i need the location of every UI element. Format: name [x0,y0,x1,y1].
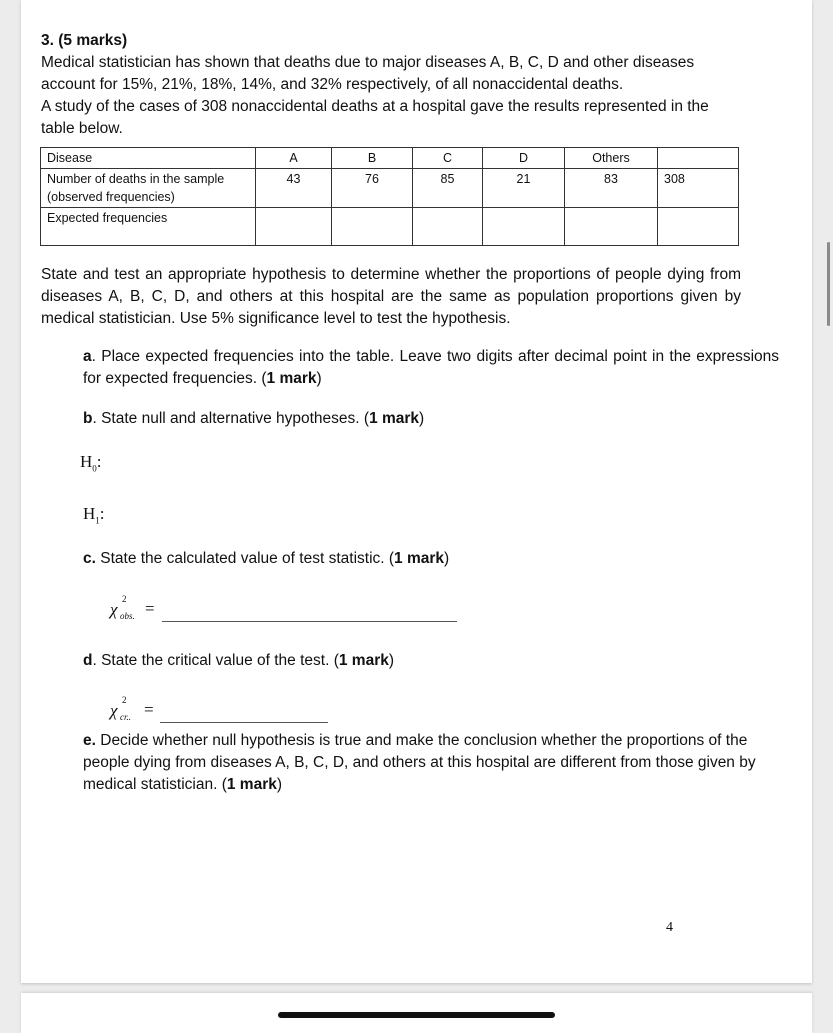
part-a-text: . Place expected frequencies into the table. [91,348,395,365]
equals-sign: = [144,700,154,719]
part-e-mark: 1 mark [226,776,277,793]
table-cell-observed: 21 [483,169,565,208]
intro-paragraph-2: A study of the cases of 308 nonaccidental deaths at a hospital gave the results represented in the table below. [41,98,709,137]
intro-paragraph-1: Medical statistician has shown that deaths due to major diseases A, B, C, D and other diseases account for 15%, 21%, 18%, 14%, and 32% respectively, of all nonaccidental deaths. [41,54,695,93]
table-cell-observed: 43 [256,169,332,208]
chi-square-critical [110,695,131,722]
part-c-close: ) [444,550,450,567]
part-b-close: ) [419,410,425,427]
table-cell-category: Others [565,148,658,169]
question-intro [41,30,741,140]
part-b-text: . State null and alternative hypotheses. ( [92,410,370,427]
table-cell-category: D [483,148,565,169]
table-row-observed [41,169,739,208]
table-cell-observed: 83 [565,169,658,208]
part-d-letter: d [83,652,93,669]
page-number: 4 [666,920,673,935]
chi-square-observed [110,594,135,621]
question-title: 3. (5 marks) [41,32,128,49]
part-a-mark: 1 mark [266,370,317,387]
observed-value-blank[interactable] [162,621,457,622]
part-a-letter: a [83,348,92,365]
part-d [83,650,783,672]
null-hypothesis-label [80,452,102,473]
table-label-expected: Expected frequencies [41,208,256,246]
critical-value-blank[interactable] [160,722,328,723]
h1-letter: H [83,504,96,523]
table-cell-expected[interactable] [483,208,565,246]
scrollbar[interactable] [827,242,830,326]
table-cell-expected[interactable] [256,208,332,246]
table-cell-total: 308 [658,169,739,208]
alternative-hypothesis-label [83,504,105,525]
chi-superscript: 2 [122,594,127,604]
table-cell-observed: 85 [413,169,483,208]
part-c [83,548,783,570]
part-c-letter: c. [83,550,96,567]
table-cell-expected[interactable] [565,208,658,246]
part-e-close: ) [276,776,283,793]
frequency-table [40,147,739,246]
chi-superscript: 2 [122,695,127,705]
table-cell-expected[interactable] [658,208,739,246]
table-cell-expected[interactable] [413,208,483,246]
h0-letter: H [80,452,93,471]
part-a-text2: Leave two digits after decimal point in the expressions for expected frequencies. ( [83,348,779,387]
h0-subscript: 0 [92,463,97,474]
table-row-expected [41,208,739,246]
part-b-mark: 1 mark [369,410,420,427]
part-d-close: ) [388,652,395,669]
part-b [83,408,783,430]
table-cell-category: B [332,148,413,169]
part-e [83,730,763,796]
part-d-text: . State the critical value of the test. ( [92,652,339,669]
table-header-disease: Disease [41,148,256,169]
table-row-disease [41,148,739,169]
equals-sign: = [145,599,155,618]
home-indicator[interactable] [278,1012,555,1018]
table-cell-empty [658,148,739,169]
chi-subscript-cr: cr.. [120,712,131,722]
table-cell-observed: 76 [332,169,413,208]
part-a [83,346,779,390]
h1-subscript: 1 [95,515,100,526]
chi-symbol: χ [110,701,118,720]
table-cell-category: A [256,148,332,169]
h1-colon: : [99,504,105,523]
chi-symbol: χ [110,600,118,619]
task-paragraph: State and test an appropriate hypothesis to determine whether the proportions of people dying from diseases A, B, C, D, and others at this hospital are the same as population proportions given by medical statistician. Use 5% significance level to test the hypothesis. [41,266,741,327]
table-cell-category: C [413,148,483,169]
part-e-text: Decide whether null hypothesis is true and make the conclusion whether the proportions of the people dying from diseases A, B, C, D, and others at this hospital are different from those given by medical statistician. ( [83,732,756,793]
part-e-letter: e. [83,732,96,749]
part-c-text: State the calculated value of test statistic. ( [95,550,395,567]
chi-subscript-obs: obs. [120,611,135,621]
table-label-observed: Number of deaths in the sample (observed frequencies) [41,169,256,208]
h0-colon: : [96,452,102,471]
part-d-mark: 1 mark [338,652,389,669]
part-c-mark: 1 mark [394,550,445,567]
table-cell-expected[interactable] [332,208,413,246]
part-a-close: ) [316,370,322,387]
part-b-letter: b [83,410,93,427]
